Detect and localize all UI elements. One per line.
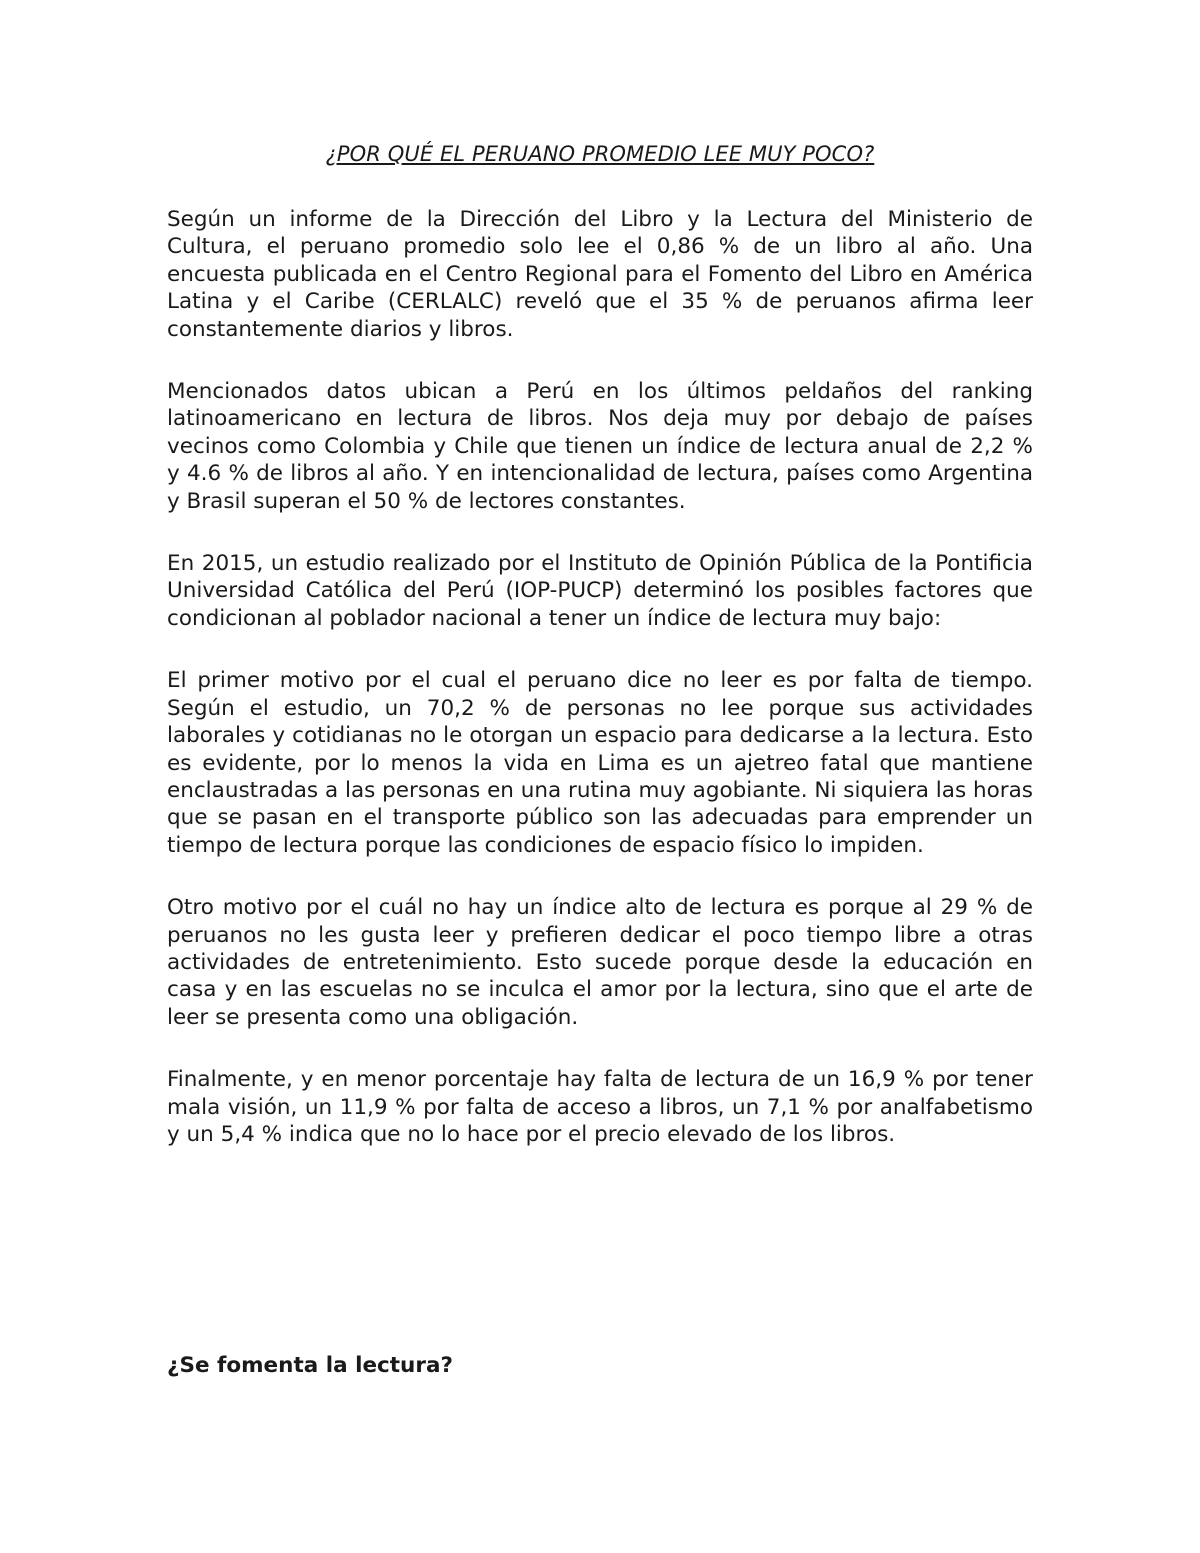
- section-subheading: ¿Se fomenta la lectura?: [167, 1353, 453, 1378]
- document-title: ¿POR QUÉ EL PERUANO PROMEDIO LEE MUY POCO?: [325, 142, 875, 166]
- paragraph-no-gusta-leer: Otro motivo por el cuál no hay un índice alto de lectura es porque al 29 % de peruanos no les gusta leer y prefieren dedicar el poco tiempo libre a otras actividades de entretenimiento. Esto sucede porque desde la educación en casa y en las escuelas no se inculca el amor por la lectura, sino que el arte de leer se presenta como una obligación.: [167, 895, 1033, 1030]
- document-page: [167, 140, 1033, 1378]
- paragraph-estudio: En 2015, un estudio realizado por el Instituto de Opinión Pública de la Pontificia Universidad Católica del Perú (IOP-PUCP) determinó los posibles factores que condicionan al poblador nacional a tener un índice de lectura muy bajo:: [167, 551, 1033, 631]
- paragraph-otros-motivos: Finalmente, y en menor porcentaje hay falta de lectura de un 16,9 % por tener mala visión, un 11,9 % por falta de acceso a libros, un 7,1 % por analfabetismo y un 5,4 % indica que no lo hace por el precio elevado de los libros.: [167, 1067, 1033, 1147]
- paragraph-ranking: Mencionados datos ubican a Perú en los últimos peldaños del ranking latinoamericano en lectura de libros. Nos deja muy por debajo de países vecinos como Colombia y Chile que tienen un índice de lectura anual de 2,2 % y 4.6 % de libros al año. Y en intencionalidad de lectura, países como Argentina y Brasil superan el 50 % de lectores constantes.: [167, 379, 1033, 514]
- paragraph-informe: Según un informe de la Dirección del Libro y la Lectura del Ministerio de Cultura, el peruano promedio solo lee el 0,86 % de un libro al año. Una encuesta publicada en el Centro Regional para el Fomento del Libro en América Latina y el Caribe (CERLALC) reveló que el 35 % de peruanos afirma leer constantemente diarios y libros.: [167, 207, 1033, 342]
- paragraph-falta-tiempo: El primer motivo por el cual el peruano dice no leer es por falta de tiempo. Según el estudio, un 70,2 % de personas no lee porque sus actividades laborales y cotidianas no le otorgan un espacio para dedicarse a la lectura. Esto es evidente, por lo menos la vida en Lima es un ajetreo fatal que mantiene enclaustradas a las personas en una rutina muy agobiante. Ni siquiera las horas que se pasan en el transporte público son las adecuadas para emprender un tiempo de lectura porque las condiciones de espacio físico lo impiden.: [167, 668, 1033, 858]
